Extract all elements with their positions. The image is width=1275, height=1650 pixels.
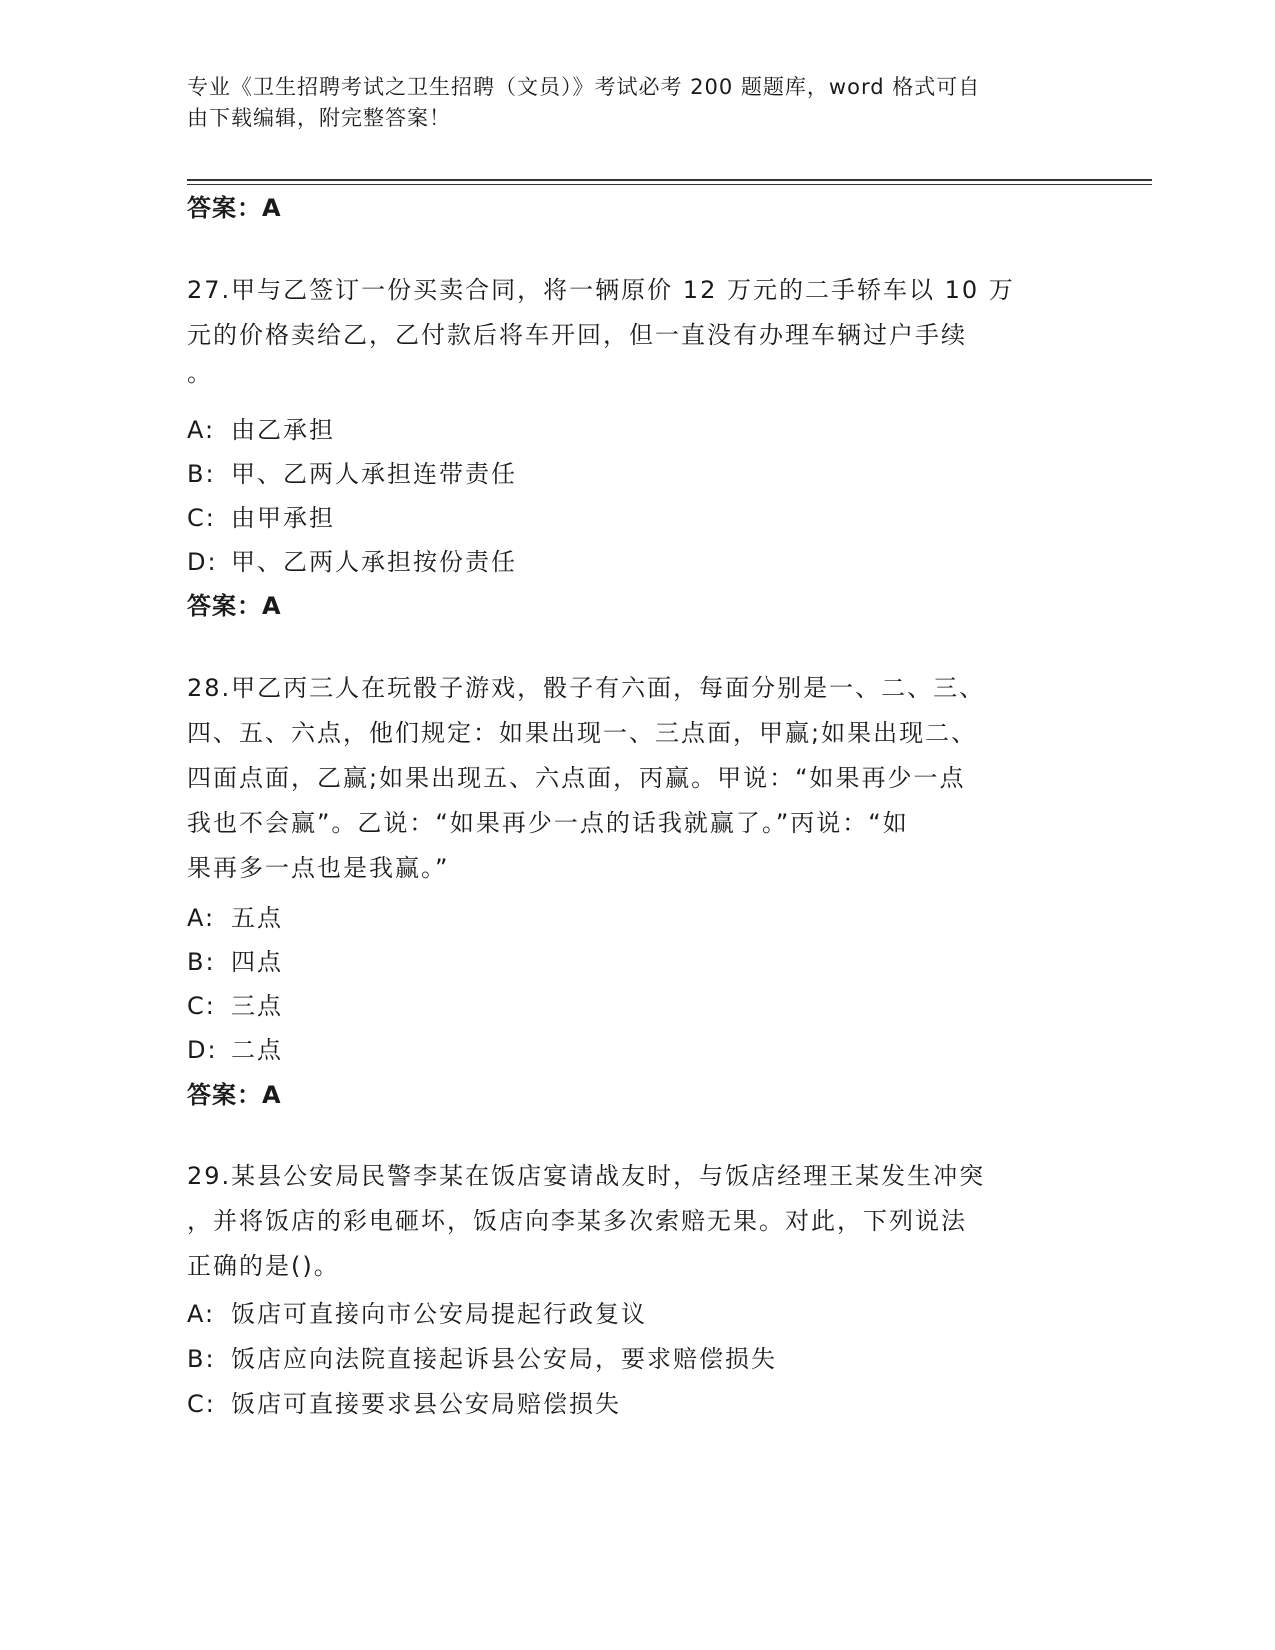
- question-27-line-3: 。: [187, 359, 213, 387]
- option-key: A:: [187, 904, 216, 932]
- question-27-option-b: [187, 456, 517, 492]
- question-28-option-d: [187, 1032, 283, 1068]
- question-27-option-c: [187, 500, 335, 536]
- option-key: A:: [187, 1300, 216, 1328]
- option-key: C:: [187, 504, 216, 532]
- option-text: 由乙承担: [231, 416, 335, 444]
- option-key: D:: [187, 1036, 218, 1064]
- question-28-line-1: 28.甲乙丙三人在玩骰子游戏，骰子有六面，每面分别是一、二、三、: [187, 674, 986, 702]
- question-28-line-4: 我也不会赢”。乙说：“如果再少一点的话我就赢了。”丙说：“如: [187, 809, 909, 837]
- question-29-line-1: 29.某县公安局民警李某在饭店宴请战友时，与饭店经理王某发生冲突: [187, 1162, 986, 1190]
- question-28-line-3: 四面点面，乙赢;如果出现五、六点面，丙赢。甲说：“如果再少一点: [187, 764, 966, 792]
- question-29-option-a: [187, 1296, 647, 1332]
- option-key: B:: [187, 460, 216, 488]
- option-text: 甲、乙两人承担按份责任: [231, 548, 517, 576]
- question-28-option-b: [187, 944, 283, 980]
- question-27-line-1: 27.甲与乙签订一份买卖合同，将一辆原价 12 万元的二手轿车以 10 万: [187, 276, 1015, 304]
- header-divider-thick: [187, 179, 1152, 181]
- option-key: B:: [187, 948, 216, 976]
- header-divider-thin: [187, 184, 1152, 185]
- option-text: 三点: [231, 992, 283, 1020]
- question-28-line-5: 果再多一点也是我赢。”: [187, 854, 450, 882]
- option-key: D:: [187, 548, 218, 576]
- answer-26: 答案：A: [187, 194, 282, 222]
- question-28-option-a: [187, 900, 283, 936]
- question-27-option-d: [187, 544, 517, 580]
- question-27: [187, 268, 1087, 388]
- question-29: [187, 1154, 1087, 1289]
- option-text: 饭店可直接要求县公安局赔偿损失: [231, 1390, 621, 1418]
- header-line-2: 由下载编辑，附完整答案！: [187, 106, 451, 130]
- answer-27: 答案：A: [187, 592, 282, 620]
- question-28-option-c: [187, 988, 283, 1024]
- option-text: 四点: [231, 948, 283, 976]
- question-27-option-a: [187, 412, 335, 448]
- question-28-line-2: 四、五、六点，他们规定：如果出现一、三点面，甲赢;如果出现二、: [187, 719, 978, 747]
- option-text: 饭店可直接向市公安局提起行政复议: [231, 1300, 647, 1328]
- header-line-1: 专业《卫生招聘考试之卫生招聘（文员）》考试必考 200 题题库，word 格式可自: [187, 75, 981, 99]
- question-29-line-2: ，并将饭店的彩电砸坏，饭店向李某多次索赔无果。对此，下列说法: [187, 1207, 967, 1235]
- question-29-option-b: [187, 1341, 777, 1377]
- option-key: B:: [187, 1345, 216, 1373]
- option-text: 五点: [231, 904, 283, 932]
- question-28: [187, 666, 1087, 891]
- option-key: A:: [187, 416, 216, 444]
- question-27-line-2: 元的价格卖给乙，乙付款后将车开回，但一直没有办理车辆过户手续: [187, 321, 967, 349]
- option-key: C:: [187, 992, 216, 1020]
- option-text: 饭店应向法院直接起诉县公安局，要求赔偿损失: [231, 1345, 777, 1373]
- question-29-option-c: [187, 1386, 621, 1422]
- option-text: 由甲承担: [231, 504, 335, 532]
- question-29-line-3: 正确的是()。: [187, 1252, 340, 1280]
- answer-28: 答案：A: [187, 1081, 282, 1109]
- option-key: C:: [187, 1390, 216, 1418]
- option-text: 甲、乙两人承担连带责任: [231, 460, 517, 488]
- option-text: 二点: [231, 1036, 283, 1064]
- page-header: [187, 72, 1067, 134]
